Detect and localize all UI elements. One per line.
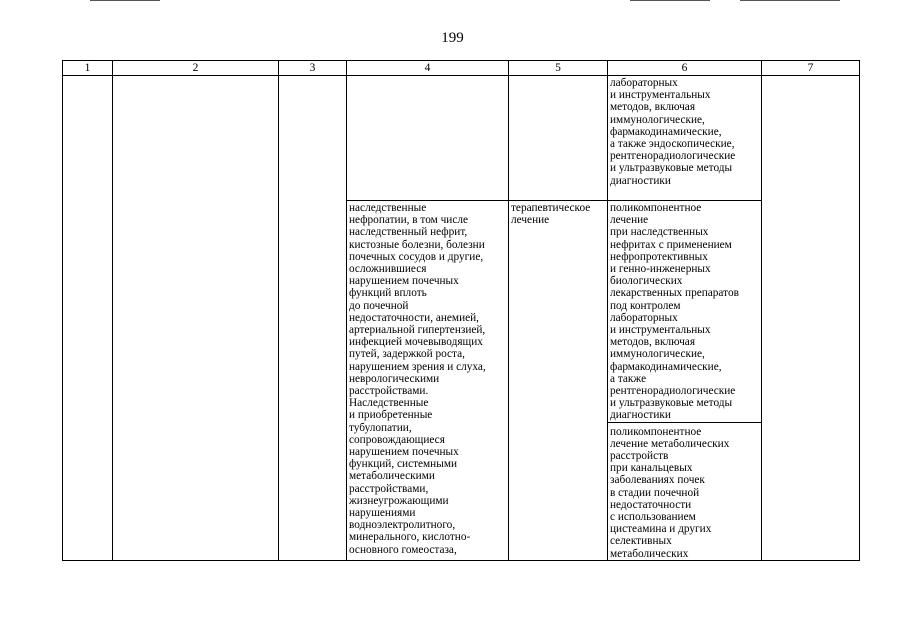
cell-col3 xyxy=(279,76,347,561)
column-header-2: 2 xyxy=(113,61,279,76)
cell-disease-description: наследственные нефропатии, в том числе наследственный нефрит, кистозные болезни, болезни почечных сосудов и другие, осложнившиеся нарушением почечных функций вплоть до почечной недостаточности, анемией, артериальной гипертензией, инфекцией мочевыводящих путей, задержкой роста, нарушением зрения и слуха, неврологическими расстройствами. Наследственные и приобретенные тубулопатии, сопровождающиеся нарушением почечных функций, системными метаболическими расстройствами, жизнеугрожающими нарушениями водноэлектролитного, минерального, кислотно- основного гомеостаза, xyxy=(347,201,509,561)
column-number-row xyxy=(63,61,860,76)
medical-care-table xyxy=(62,60,860,561)
column-header-1: 1 xyxy=(63,61,113,76)
column-header-4: 4 xyxy=(347,61,509,76)
top-rule-right xyxy=(740,0,840,1)
column-header-7: 7 xyxy=(762,61,860,76)
cell-treatment-method-nephritis: поликомпонентное лечение при наследственных нефритах с применением нефропротективных и генно-инженерных биологических лекарственных препаратов под контролем лабораторных и инструментальных методов, включая иммунологические, фармакодинамические, а также рентгенорадиологические и ультразвуковые методы диагностики xyxy=(608,201,762,423)
table-row xyxy=(63,76,860,201)
column-header-5: 5 xyxy=(509,61,608,76)
cell-treatment-type: терапевтическое лечение xyxy=(509,201,608,561)
cell-col7 xyxy=(762,76,860,561)
top-rule-left xyxy=(90,0,160,1)
cell-treatment-method-metabolic: поликомпонентное лечение метаболических расстройств при канальцевых заболеваниях почек в стадии почечной недостаточности с использованием цистеамина и других селективных метаболических xyxy=(608,422,762,560)
cell-diagnostics-methods: лабораторных и инструментальных методов, включая иммунологические, фармакодинамические, а также эндоскопические, рентгенорадиологические и ультразвуковые методы диагностики xyxy=(608,76,762,201)
cell-col5-empty xyxy=(509,76,608,201)
page-number: 199 xyxy=(441,30,464,46)
column-header-6: 6 xyxy=(608,61,762,76)
top-rule-mid xyxy=(630,0,710,1)
cell-col2 xyxy=(113,76,279,561)
column-header-3: 3 xyxy=(279,61,347,76)
cell-col4-empty xyxy=(347,76,509,201)
cell-col1 xyxy=(63,76,113,561)
